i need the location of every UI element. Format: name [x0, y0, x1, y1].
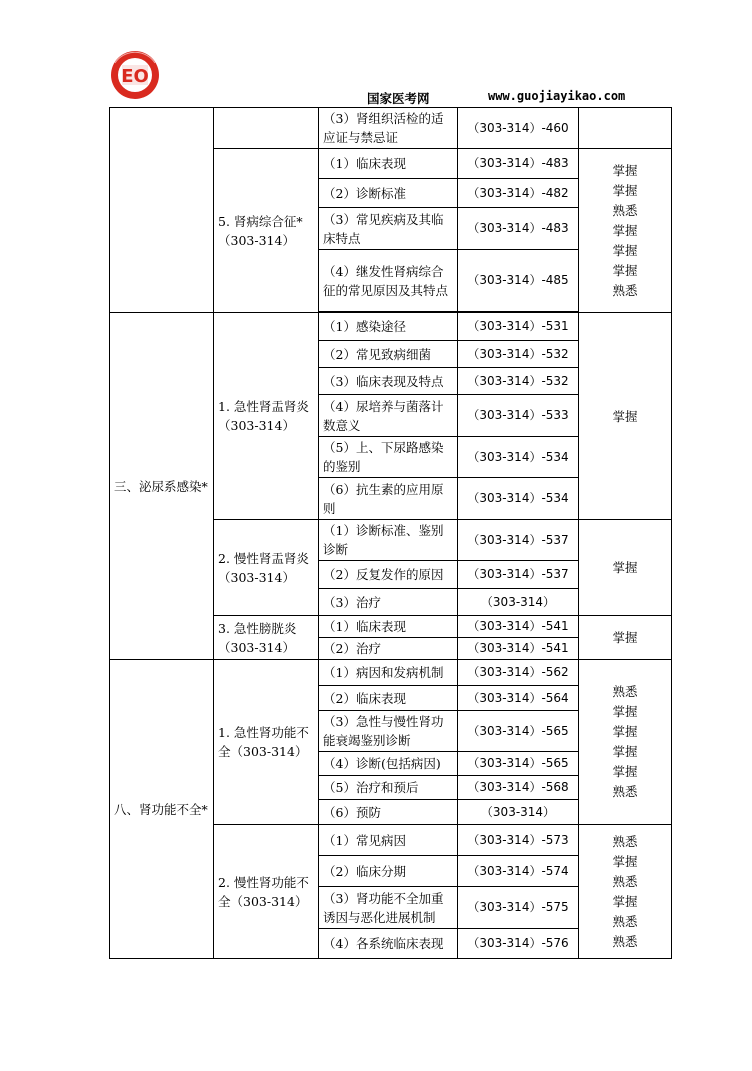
requirement-level: 掌握	[612, 704, 638, 719]
item-cell: （2）反复发作的原因	[319, 561, 458, 589]
reference-cell: （303-314）-562	[458, 660, 579, 686]
site-logo	[109, 49, 161, 101]
requirement-cell: 掌握	[579, 313, 672, 520]
item-cell: （2）诊断标准	[319, 179, 458, 208]
requirement-level: 掌握	[612, 744, 638, 759]
requirement-level: 掌握	[612, 182, 638, 198]
item-cell: （1）病因和发病机制	[319, 660, 458, 686]
unit-cell: 3. 急性膀胱炎（303-314）	[214, 616, 319, 660]
item-cell: （2）临床分期	[319, 856, 458, 887]
requirement-cell	[579, 149, 672, 313]
requirement-level: 熟悉	[612, 684, 638, 699]
table-row	[110, 108, 672, 149]
item-cell: （3）临床表现及特点	[319, 368, 458, 395]
item-cell: （3）急性与慢性肾功能衰竭鉴别诊断	[319, 711, 458, 752]
requirement-level: 掌握	[612, 262, 638, 278]
reference-cell: （303-314）-537	[458, 520, 579, 561]
section-cell-continued	[110, 108, 214, 313]
item-cell: （4）继发性肾病综合征的常见原因及其特点	[319, 250, 458, 312]
unit-cell: 1. 急性肾功能不全（303-314）	[214, 660, 319, 825]
reference-cell: （303-314）-565	[458, 711, 579, 752]
requirement-cell	[579, 660, 672, 825]
unit-cell: 1. 急性肾盂肾炎（303-314）	[214, 313, 319, 520]
item-cell: （1）常见病因	[319, 825, 458, 856]
item-cell: （3）肾功能不全加重诱因与恶化进展机制	[319, 887, 458, 929]
section-cell: 三、泌尿系感染*	[110, 313, 214, 660]
item-cell: （1）感染途径	[319, 313, 458, 341]
requirement-level: 熟悉	[612, 784, 638, 799]
item-cell: （4）诊断(包括病因)	[319, 752, 458, 776]
requirement-level: 掌握	[612, 853, 638, 869]
item-cell: （2）临床表现	[319, 686, 458, 711]
item-cell: （4）尿培养与菌落计数意义	[319, 395, 458, 437]
requirement-cell: 掌握	[579, 520, 672, 616]
reference-cell: （303-314）-541	[458, 616, 579, 638]
table-row	[110, 313, 672, 341]
reference-cell: （303-314）-483	[458, 149, 579, 179]
unit-cell: 2. 慢性肾功能不全（303-314）	[214, 825, 319, 959]
reference-cell: （303-314）-574	[458, 856, 579, 887]
requirement-level: 熟悉	[612, 933, 638, 949]
unit-cell-continued	[214, 108, 319, 149]
reference-cell: （303-314）-568	[458, 776, 579, 800]
syllabus-table	[109, 107, 672, 959]
site-url: www.guojiayikao.com	[488, 89, 626, 103]
item-cell: （3）治疗	[319, 589, 458, 616]
requirement-level: 掌握	[612, 222, 638, 238]
site-name: 国家医考网	[367, 91, 430, 106]
requirement-cell	[579, 108, 672, 149]
item-cell: （6）预防	[319, 800, 458, 825]
requirement-cell: 掌握	[579, 616, 672, 660]
item-cell: （2）治疗	[319, 638, 458, 660]
requirement-level: 掌握	[612, 162, 638, 178]
item-cell: （3）肾组织活检的适应证与禁忌证	[319, 108, 458, 149]
reference-cell: （303-314）-565	[458, 752, 579, 776]
reference-cell: （303-314）-541	[458, 638, 579, 660]
reference-cell: （303-314）-532	[458, 368, 579, 395]
requirement-level: 熟悉	[612, 833, 638, 849]
item-cell: （1）临床表现	[319, 149, 458, 179]
item-cell: （5）治疗和预后	[319, 776, 458, 800]
requirement-level: 掌握	[612, 764, 638, 779]
reference-cell: （303-314）-573	[458, 825, 579, 856]
reference-cell: （303-314）-531	[458, 313, 579, 341]
requirement-level: 熟悉	[612, 282, 638, 298]
reference-cell: （303-314）	[458, 800, 579, 825]
table-row	[110, 660, 672, 686]
item-cell: （6）抗生素的应用原则	[319, 478, 458, 520]
reference-cell: （303-314）-485	[458, 250, 579, 312]
requirement-level: 掌握	[612, 724, 638, 739]
reference-cell: （303-314）-534	[458, 478, 579, 520]
item-cell: （1）诊断标准、鉴别诊断	[319, 520, 458, 561]
item-cell: （4）各系统临床表现	[319, 929, 458, 959]
reference-cell: （303-314）-534	[458, 437, 579, 478]
reference-cell: （303-314）-482	[458, 179, 579, 208]
item-cell: （3）常见疾病及其临床特点	[319, 208, 458, 250]
reference-cell: （303-314）-532	[458, 341, 579, 368]
item-cell: （2）常见致病细菌	[319, 341, 458, 368]
requirement-level: 熟悉	[612, 913, 638, 929]
reference-cell: （303-314）-576	[458, 929, 579, 959]
logo-lettering: EO	[121, 66, 149, 87]
reference-cell: （303-314）-483	[458, 208, 579, 250]
reference-cell: （303-314）-575	[458, 887, 579, 929]
unit-cell: 2. 慢性肾盂肾炎（303-314）	[214, 520, 319, 616]
reference-cell: （303-314）-533	[458, 395, 579, 437]
requirement-level: 熟悉	[612, 202, 638, 218]
section-cell: 八、肾功能不全*	[110, 660, 214, 959]
requirement-cell	[579, 825, 672, 959]
reference-cell: （303-314）	[458, 589, 579, 616]
unit-cell: 5. 肾病综合征*（303-314）	[214, 149, 319, 313]
reference-cell: （303-314）-537	[458, 561, 579, 589]
requirement-level: 掌握	[612, 242, 638, 258]
item-cell: （1）临床表现	[319, 616, 458, 638]
requirement-level: 熟悉	[612, 873, 638, 889]
requirement-level: 掌握	[612, 893, 638, 909]
reference-cell: （303-314）-460	[458, 108, 579, 149]
reference-cell: （303-314）-564	[458, 686, 579, 711]
item-cell: （5）上、下尿路感染的鉴别	[319, 437, 458, 478]
